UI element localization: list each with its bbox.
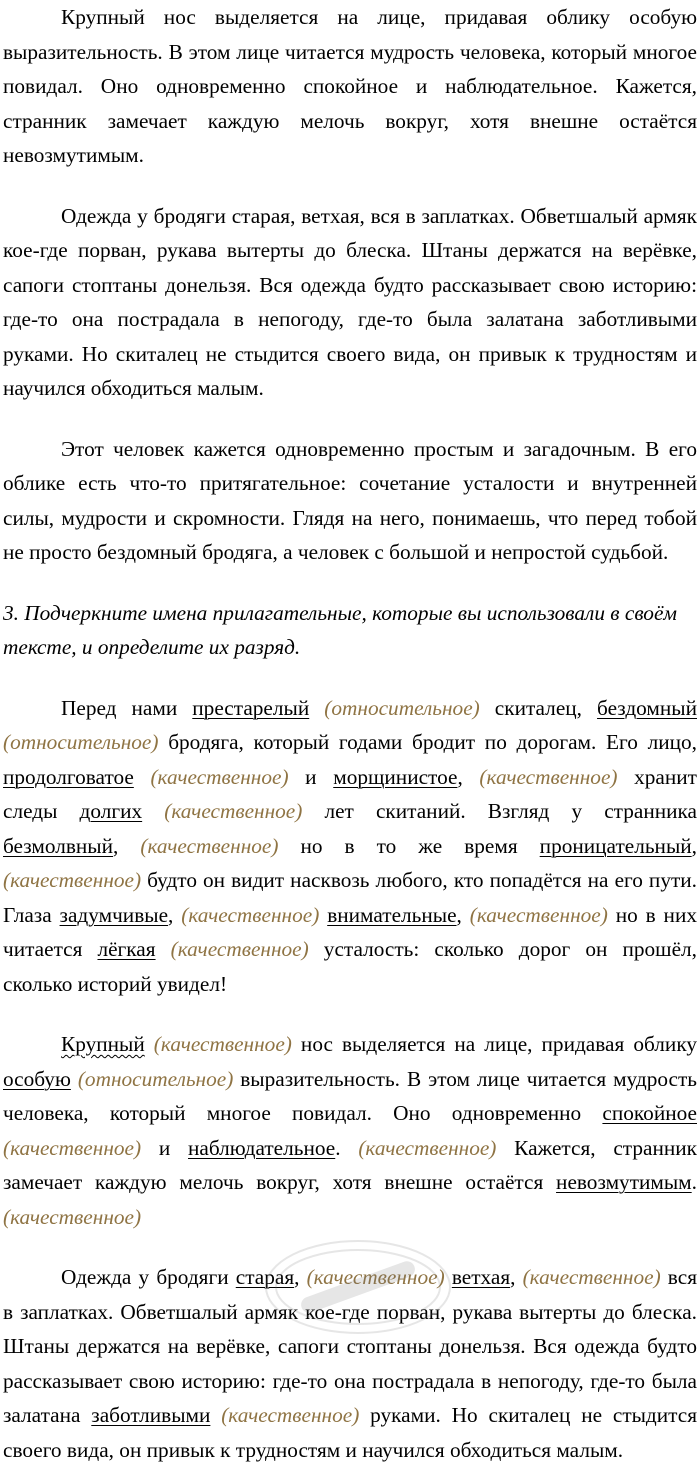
adjective-category-label: (качественное) [306,1265,445,1289]
adjective-category-label: (качественное) [3,868,142,892]
underlined-adjective: особую [3,1066,71,1091]
adjective-category-label: (качественное) [153,1032,292,1056]
adjective-category-label: (качественное) [221,1403,360,1427]
adjective-category-label: (качественное) [3,1135,142,1160]
underlined-adjective: спокойное [602,1101,697,1125]
adjective-category-label: (качественное) [140,833,279,858]
adjective-category-label: (качественное) [358,1135,497,1160]
underlined-adjective: безмолвный [3,833,114,858]
adjective-category-label: (качественное) [479,764,618,789]
answer-paragraph: Одежда у бродяги старая, (качественное) ветхая, (качественное) вся в заплатках. Обветшалый армяк кое-где порван, рукава вытерты до блеска. Штаны держатся на верёвке, сапоги стоптаны донельзя. Вся одежда будто рассказывает свою историю: где-то она пострадала в непогоду, где-то была залатана заботливыми (качественное) руками. Но скиталец не стыдится своего вида, он привык к трудностям и научился обходиться малым. [3,1265,697,1462]
task-heading: 3. Подчеркните имена прилагательные, которые вы использовали в своём тексте, и определите их разряд. [3,600,677,659]
underlined-adjective: наблюдательное [188,1135,336,1160]
underlined-adjective: ветхая [451,1265,511,1289]
adjective-category-label: (относительное) [3,730,159,754]
adjective-category-label: (качественное) [181,902,320,927]
underlined-adjective: задумчивые [59,902,169,927]
adjective-category-label: (относительное) [324,695,480,720]
paragraph-nose: Крупный нос выделяется на лице, придавая облику особую выразительность. В этом лице читается мудрость человека, который многое повидал. Оно одновременно спокойное и наблюдательное. Кажется, странник замечает каждую мелочь вокруг, хотя внешне остаётся невозмутимым. [3,5,697,167]
underlined-adjective: бездомный [597,695,697,720]
underlined-adjective: Крупный [61,1032,145,1056]
paragraph-clothes: Одежда у бродяги старая, ветхая, вся в заплатках. Обветшалый армяк кое-где порван, рукава вытерты до блеска. Штаны держатся на верёвке, сапоги стоптаны донельзя. Вся одежда будто рассказывает свою историю: где-то она пострадала в непогоду, где-то была залатана заботливыми руками. Но скиталец не стыдится своего вида, он привык к трудностям и научился обходиться малым. [3,203,697,400]
paragraph-conclusion: Этот человек кажется одновременно простым и загадочным. В его облике есть что-то притягательное: сочетание усталости и внутренней силы, мудрости и скромности. Глядя на него, понимаешь, что перед тобой не просто бездомный бродяга, а человек с большой и непростой судьбой. [3,436,697,564]
adjective-category-label: (относительное) [77,1066,234,1091]
underlined-adjective: долгих [79,799,143,823]
underlined-adjective: проницательный [539,833,692,858]
underlined-adjective: лёгкая [97,937,156,961]
adjective-category-label: (качественное) [170,937,309,961]
answer-paragraph: Перед нами престарелый (относительное) скиталец, бездомный (относительное) бродяга, который годами бродит по дорогам. Его лицо, продолговатое (качественное) и морщинистое, (качественное) хранит следы долгих (качественное) лет скитаний. Взгляд у странника безмолвный, (качественное) но в то же время проницательный, (качественное) будто он видит насквозь любого, кто попадётся на его пути. Глаза задумчивые, (качественное) внимательные, (качественное) но в них читается лёгкая (качественное) усталость: сколько дорог он прошёл, сколько историй увидел! [3,695,697,996]
adjective-category-label: (качественное) [164,799,303,823]
adjective-category-label: (качественное) [469,902,608,927]
underlined-adjective: невозмутимым [556,1170,692,1194]
document-page [3,0,697,1467]
underlined-adjective: продолговатое [3,764,134,789]
underlined-adjective: старая [235,1265,295,1289]
adjective-category-label: (качественное) [3,1204,142,1229]
underlined-adjective: заботливыми [91,1403,211,1427]
adjective-category-label: (качественное) [522,1265,661,1289]
underlined-adjective: престарелый [192,695,310,720]
adjective-category-label: (качественное) [150,764,289,789]
underlined-adjective: внимательные [327,902,457,927]
underlined-adjective: морщинистое [333,764,458,789]
answer-paragraph: Крупный (качественное) нос выделяется на лице, придавая облику особую (относительное) выразительность. В этом лице читается мудрость человека, который многое повидал. Оно одновременно спокойное (качественное) и наблюдательное. (качественное) Кажется, странник замечает каждую мелочь вокруг, хотя внешне остаётся невозмутимым. (качественное) [3,1032,698,1229]
